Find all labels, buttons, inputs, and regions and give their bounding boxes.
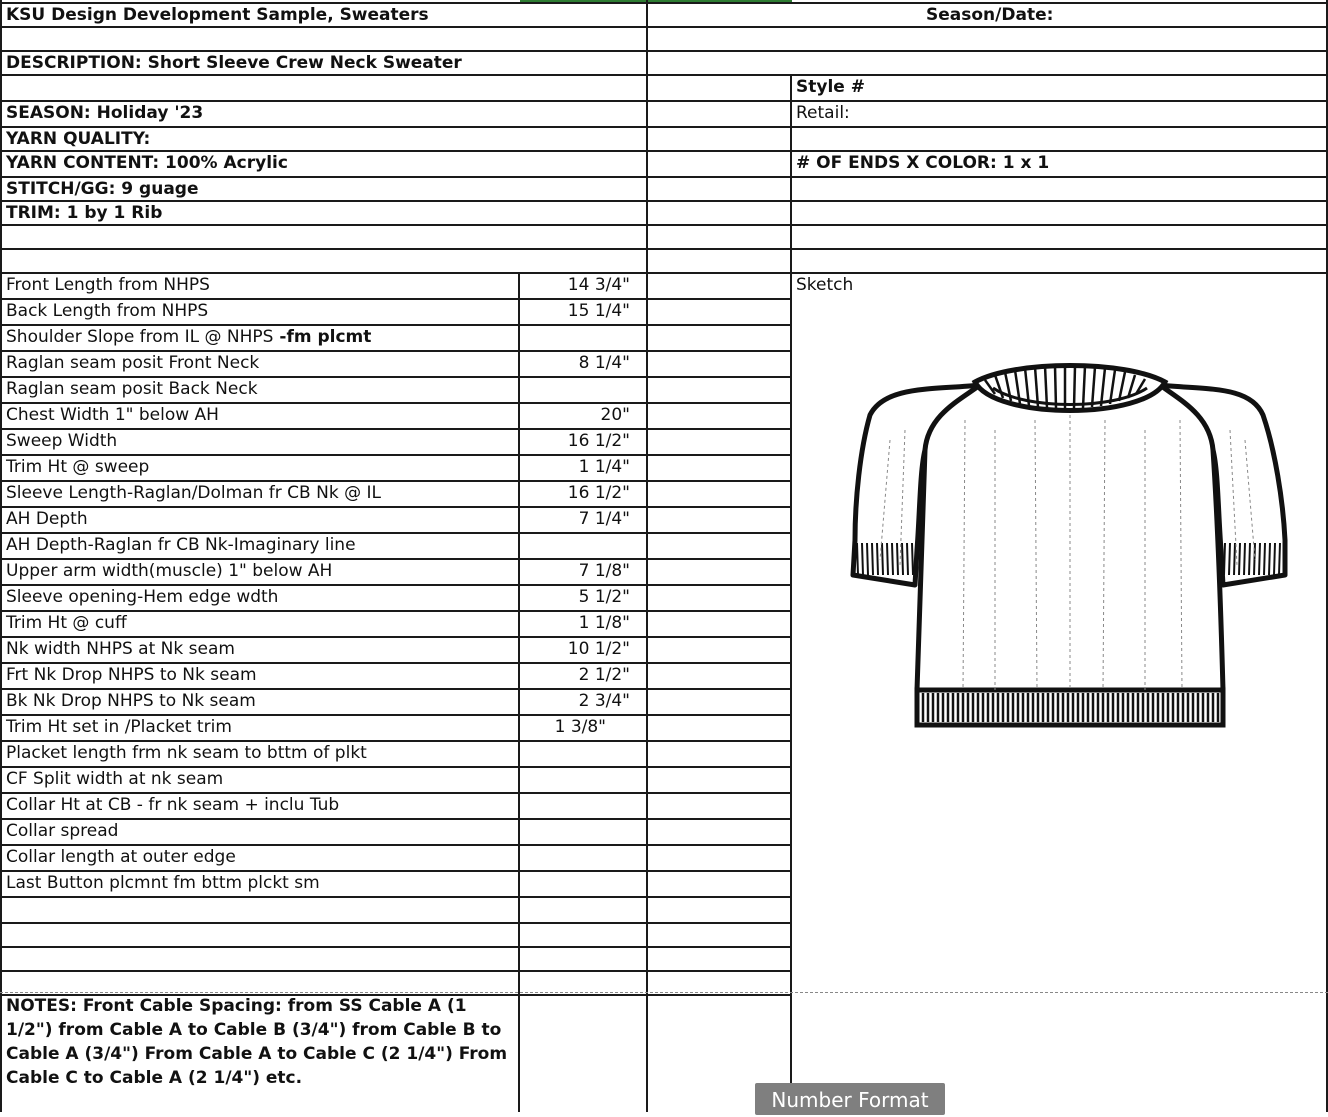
grid-row-line bbox=[0, 896, 792, 898]
yarn-quality-cell[interactable]: YARN QUALITY: bbox=[6, 129, 151, 149]
measurement-label[interactable]: Front Length from NHPS bbox=[6, 275, 210, 295]
cuff-rib-stroke bbox=[1264, 543, 1265, 575]
grid-row-line bbox=[0, 922, 792, 924]
measurement-label[interactable]: Trim Ht @ cuff bbox=[6, 613, 127, 633]
cuff-rib-stroke bbox=[902, 543, 903, 575]
cuff-rib-stroke bbox=[1239, 543, 1240, 575]
number-format-tooltip: Number Format bbox=[755, 1083, 945, 1115]
measurement-label[interactable]: Sweep Width bbox=[6, 431, 118, 451]
measurement-value[interactable]: 7 1/8" bbox=[578, 561, 630, 581]
grid-row-line bbox=[0, 126, 1328, 128]
measurement-value[interactable]: 5 1/2" bbox=[578, 587, 630, 607]
notes-cell[interactable]: NOTES: Front Cable Spacing: from SS Cable A (1 1/2") from Cable A to Cable B (3/4") from Cable B to Cable A (3/4") From Cable A to Cable C (2 1/4") From Cable C to Cable A (2 1/4") etc. bbox=[6, 996, 508, 1088]
grid-row-line bbox=[0, 176, 1328, 178]
cuff-rib-stroke bbox=[1229, 543, 1230, 575]
season-date-label[interactable]: Season/Date: bbox=[926, 5, 1054, 25]
measurement-label[interactable]: Raglan seam posit Front Neck bbox=[6, 353, 260, 373]
cuff-rib-stroke bbox=[882, 543, 883, 575]
page-break-line bbox=[0, 992, 1328, 993]
grid-row-line bbox=[0, 970, 792, 972]
season-cell[interactable]: SEASON: Holiday '23 bbox=[6, 103, 204, 123]
cuff-rib-stroke bbox=[1269, 543, 1270, 575]
measurement-label[interactable]: Upper arm width(muscle) 1" below AH bbox=[6, 561, 333, 581]
grid-column-line bbox=[646, 0, 648, 1112]
measurement-label[interactable]: Nk width NHPS at Nk seam bbox=[6, 639, 235, 659]
cuff-rib-stroke bbox=[857, 543, 858, 575]
measurement-label[interactable]: Sleeve Length-Raglan/Dolman fr CB Nk @ IL bbox=[6, 483, 381, 503]
cuff-rib-stroke bbox=[862, 543, 863, 575]
cuff-rib-stroke bbox=[872, 543, 873, 575]
measurement-value[interactable]: 7 1/4" bbox=[578, 509, 630, 529]
measurement-value[interactable]: 1 3/8" bbox=[554, 717, 606, 737]
measurement-value[interactable]: 2 3/4" bbox=[578, 691, 630, 711]
cuff-rib-stroke bbox=[877, 543, 878, 575]
measurement-label[interactable]: AH Depth bbox=[6, 509, 88, 529]
cuff-rib-stroke bbox=[912, 543, 913, 575]
sheet-title[interactable]: KSU Design Development Sample, Sweaters bbox=[6, 5, 429, 25]
measurement-label[interactable]: Back Length from NHPS bbox=[6, 301, 209, 321]
measurement-label[interactable]: Sleeve opening-Hem edge wdth bbox=[6, 587, 279, 607]
cuff-rib-stroke bbox=[1249, 543, 1250, 575]
measurement-label[interactable]: Bk Nk Drop NHPS to Nk seam bbox=[6, 691, 256, 711]
cuff-rib-stroke bbox=[907, 543, 908, 575]
cuff-rib-stroke bbox=[1224, 543, 1225, 575]
grid-row-line bbox=[0, 506, 792, 508]
style-number-label[interactable]: Style # bbox=[796, 77, 865, 97]
measurement-value[interactable]: 15 1/4" bbox=[567, 301, 630, 321]
measurement-label[interactable]: Raglan seam posit Back Neck bbox=[6, 379, 258, 399]
measurement-value[interactable]: 16 1/2" bbox=[567, 431, 630, 451]
measurement-label[interactable]: AH Depth-Raglan fr CB Nk-Imaginary line bbox=[6, 535, 356, 555]
measurement-value[interactable]: 20" bbox=[600, 405, 630, 425]
measurement-value[interactable]: 8 1/4" bbox=[578, 353, 630, 373]
ends-color-cell[interactable]: # OF ENDS X COLOR: 1 x 1 bbox=[796, 153, 1050, 173]
measurement-value[interactable]: 14 3/4" bbox=[567, 275, 630, 295]
grid-row-line bbox=[0, 818, 792, 820]
grid-row-line bbox=[0, 224, 1328, 226]
cuff-rib-stroke bbox=[887, 543, 888, 575]
measurement-label[interactable]: Frt Nk Drop NHPS to Nk seam bbox=[6, 665, 257, 685]
grid-row-line bbox=[0, 946, 792, 948]
measurement-label[interactable]: Shoulder Slope from IL @ NHPS -fm plcmt bbox=[6, 327, 372, 347]
description-cell[interactable]: DESCRIPTION: Short Sleeve Crew Neck Sweater bbox=[6, 53, 462, 73]
cuff-rib-stroke bbox=[897, 543, 898, 575]
measurement-value[interactable]: 2 1/2" bbox=[578, 665, 630, 685]
cuff-rib-stroke bbox=[892, 543, 893, 575]
measurement-label[interactable]: CF Split width at nk seam bbox=[6, 769, 224, 789]
measurement-value[interactable]: 1 1/4" bbox=[578, 457, 630, 477]
measurement-value[interactable]: 1 1/8" bbox=[578, 613, 630, 633]
measurement-label[interactable]: Placket length frm nk seam to bttm of plkt bbox=[6, 743, 367, 763]
cuff-rib-stroke bbox=[1234, 543, 1235, 575]
measurement-label[interactable]: Chest Width 1" below AH bbox=[6, 405, 219, 425]
trim-cell[interactable]: TRIM: 1 by 1 Rib bbox=[6, 203, 163, 223]
cuff-rib-stroke bbox=[1274, 543, 1275, 575]
grid-row-line bbox=[0, 248, 1328, 250]
sketch-label[interactable]: Sketch bbox=[796, 275, 854, 295]
measurement-label[interactable]: Collar length at outer edge bbox=[6, 847, 236, 867]
measurement-label[interactable]: Collar Ht at CB - fr nk seam + inclu Tub bbox=[6, 795, 340, 815]
cuff-rib-stroke bbox=[867, 543, 868, 575]
cuff-rib-stroke bbox=[1259, 543, 1260, 575]
cuff-rib-stroke bbox=[1244, 543, 1245, 575]
measurement-label[interactable]: Trim Ht @ sweep bbox=[6, 457, 150, 477]
grid-row-line bbox=[0, 200, 1328, 202]
grid-column-line bbox=[0, 0, 2, 1112]
sweater-sketch-image bbox=[845, 360, 1295, 740]
stitch-gauge-cell[interactable]: STITCH/GG: 9 guage bbox=[6, 179, 199, 199]
measurement-label[interactable]: Trim Ht set in /Placket trim bbox=[6, 717, 232, 737]
cuff-rib-stroke bbox=[1279, 543, 1280, 575]
measurement-value[interactable]: 16 1/2" bbox=[567, 483, 630, 503]
measurement-label-bold-suffix: -fm plcmt bbox=[273, 327, 372, 347]
grid-column-line bbox=[790, 74, 792, 994]
measurement-value[interactable]: 10 1/2" bbox=[567, 639, 630, 659]
grid-row-line bbox=[0, 428, 792, 430]
measurement-label[interactable]: Last Button plcmnt fm bttm plckt sm bbox=[6, 873, 320, 893]
retail-label[interactable]: Retail: bbox=[796, 103, 850, 123]
yarn-content-cell[interactable]: YARN CONTENT: 100% Acrylic bbox=[6, 153, 288, 173]
measurement-label[interactable]: Collar spread bbox=[6, 821, 119, 841]
